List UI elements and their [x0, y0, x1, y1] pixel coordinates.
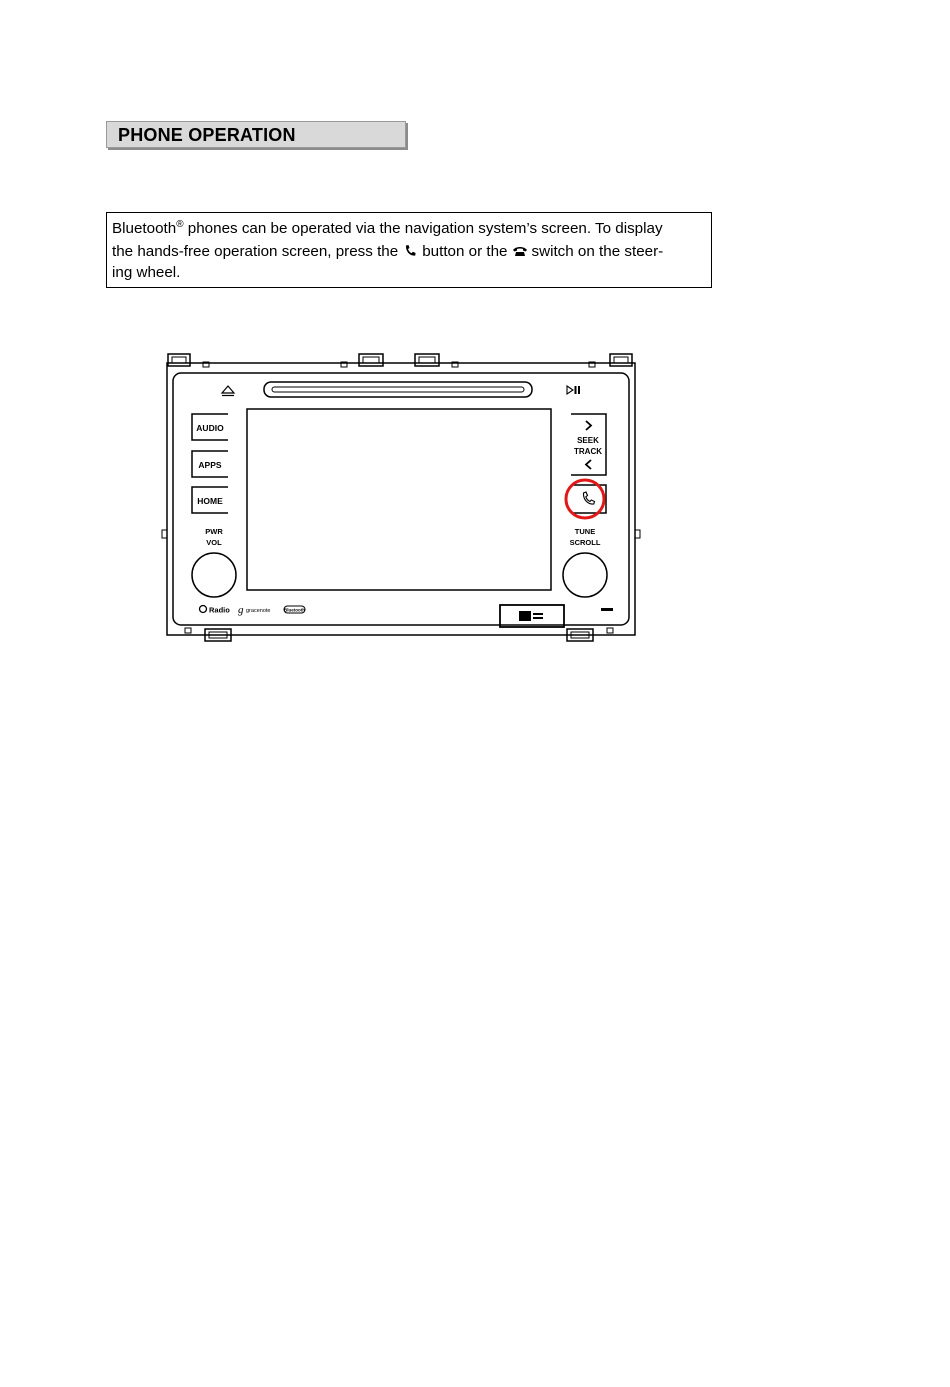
audio-label: AUDIO [196, 423, 224, 433]
display-screen [247, 409, 551, 590]
sd-slot-marking [519, 611, 543, 621]
intro-text-5: ing wheel. [112, 264, 181, 281]
seek-prev-chevron-icon [586, 460, 591, 469]
tune-scroll-knob[interactable] [563, 553, 607, 597]
vol-label: VOL [206, 538, 222, 547]
intro-line-3 [112, 263, 706, 282]
home-label: HOME [197, 496, 223, 506]
head-unit-drawing [155, 345, 645, 650]
pwr-label: PWR [205, 527, 223, 536]
scroll-label: SCROLL [569, 538, 601, 547]
bezel [173, 373, 629, 625]
track-label: TRACK [574, 447, 602, 456]
head-unit-figure [155, 345, 645, 650]
intro-note-box [106, 212, 712, 288]
sd-card-slot [500, 605, 564, 627]
play-pause-icon [567, 386, 580, 394]
registered-mark: ® [176, 219, 184, 230]
svg-text:Bluetooth: Bluetooth [284, 607, 305, 613]
phone-button-icon [583, 492, 594, 504]
svg-text:g: g [238, 604, 244, 616]
section-header [106, 121, 406, 148]
intro-text-2: the hands-free operation screen, press the [112, 243, 399, 260]
apps-label: APPS [198, 460, 222, 470]
gracenote-logo [238, 604, 270, 616]
mount-tab [168, 354, 190, 366]
intro-line-2 [112, 240, 706, 263]
intro-text-3: button or the [422, 243, 508, 260]
tune-label: TUNE [574, 527, 596, 536]
intro-text-bluetooth: Bluetooth [112, 220, 177, 237]
intro-text-4: switch on the steer- [531, 243, 664, 260]
section-title: PHONE OPERATION [118, 125, 296, 145]
bluetooth-logo [284, 606, 305, 613]
intro-line-1 [112, 217, 706, 240]
pwr-vol-knob[interactable] [192, 553, 236, 597]
eject-icon [222, 386, 234, 396]
model-marking [601, 608, 613, 611]
svg-text:Radio: Radio [209, 605, 230, 615]
phone-handset-icon [401, 244, 419, 258]
seek-next-chevron-icon [586, 421, 591, 430]
telephone-switch-icon [511, 244, 529, 258]
hd-radio-logo [200, 606, 231, 615]
intro-text-1: phones can be operated via the navigation system’s screen. To display [183, 220, 663, 237]
svg-text:gracenote: gracenote [246, 608, 271, 614]
seek-label: SEEK [577, 436, 599, 445]
disc-slot [264, 382, 532, 397]
